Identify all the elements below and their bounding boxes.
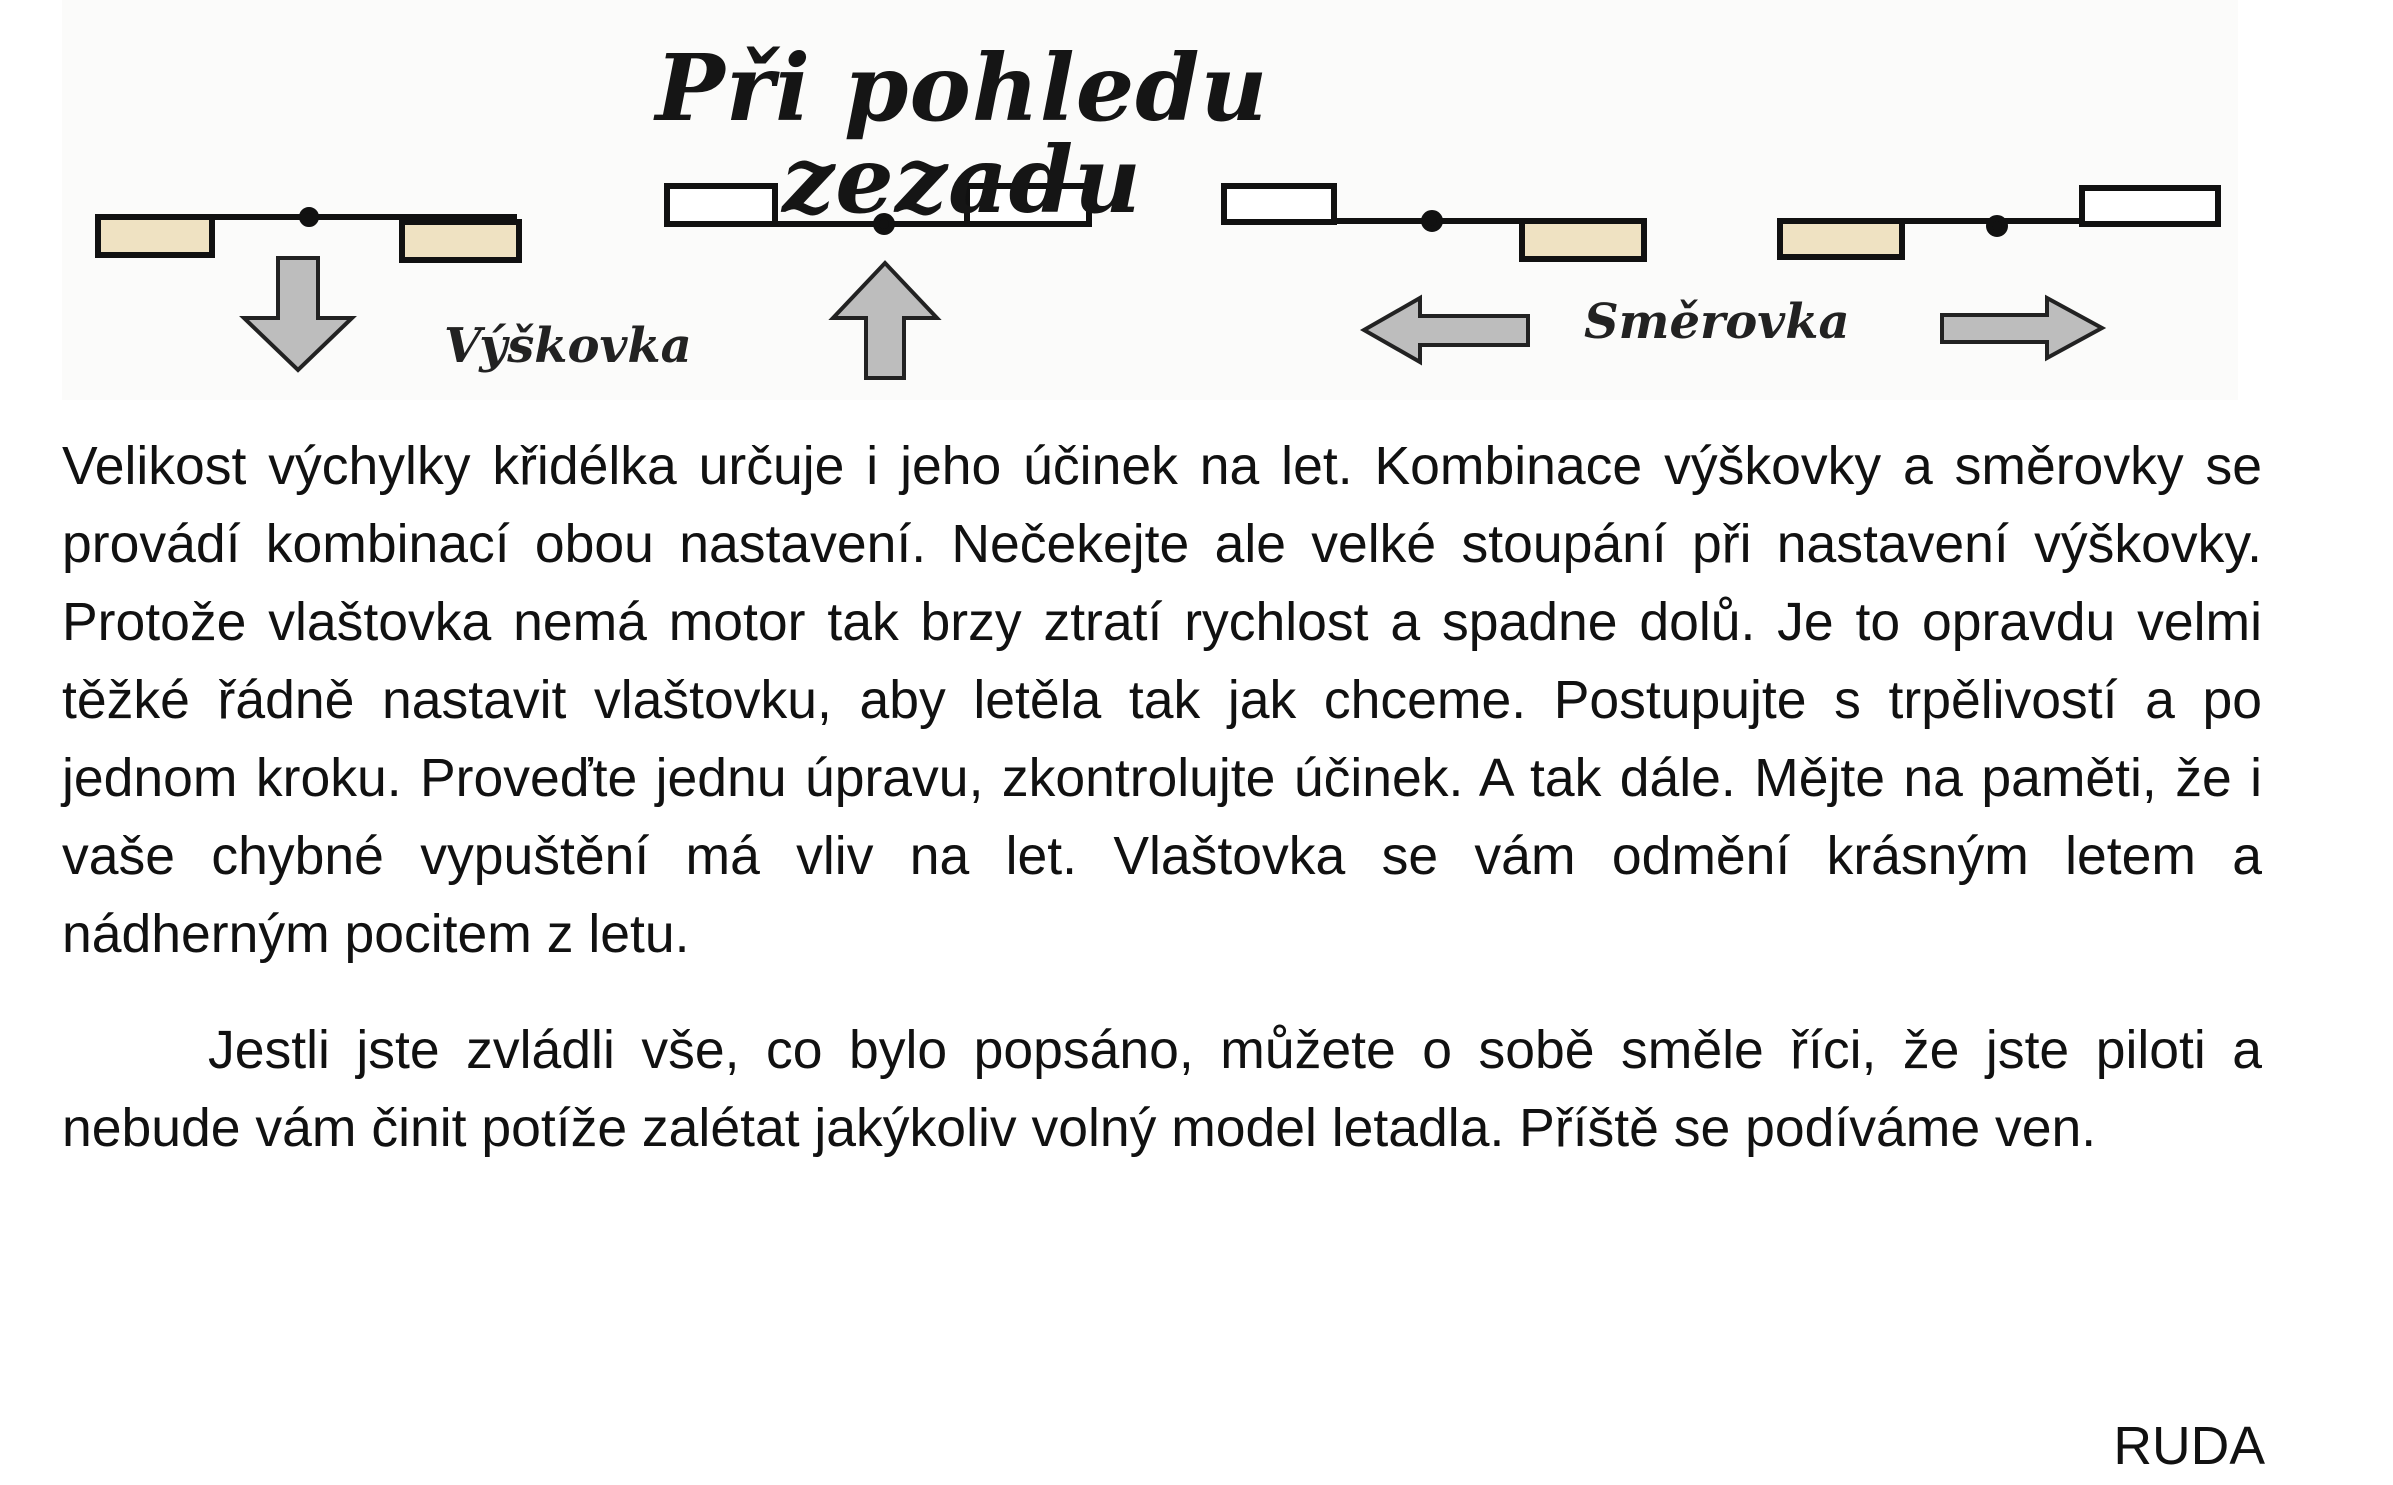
- arrow-right-icon: [1942, 298, 2102, 358]
- rudder-label: Směrovka: [1584, 294, 1850, 350]
- figure-title: Při pohledu zezadu: [655, 34, 1269, 234]
- tail-deflection-figure: [62, 0, 2238, 400]
- arrow-up-icon: [833, 263, 937, 378]
- right-flap-down: [402, 222, 519, 260]
- elevator-label: Výškovka: [444, 318, 692, 374]
- body-text: [62, 428, 2262, 1168]
- arrow-down-icon: [244, 258, 352, 370]
- arrow-left-icon: [1364, 298, 1528, 362]
- right-flap-down-3: [1522, 221, 1644, 259]
- tail-view-down: [98, 210, 519, 260]
- tail-view-right: [1777, 188, 2218, 257]
- author-signature: RUDA: [2113, 1417, 2265, 1476]
- paragraph-2: Jestli jste zvládli vše, co bylo popsáno, můžete o sobě směle říci, že jste piloti a nebude vám činit potíže zalétat jakýkoliv volný model letadla. Příště se podíváme ven.: [62, 1021, 2262, 1158]
- left-flap-down: [98, 217, 212, 255]
- right-flap-up-4: [2082, 188, 2218, 224]
- paragraph-1: Velikost výchylky křidélka určuje i jeho účinek na let. Kombinace výškovky a směrovky se provádí kombinací obou nastavení. Nečekejte ale velké stoupání při nastavení výškovky. Protože vlaštovka nemá motor tak brzy ztratí rychlost a spadne dolů. Je to opravdu velmi těžké řádně nastavit vlaštovku, aby letěla tak jak chceme. Postupujte s trpělivostí a po jednom kroku. Proveďte jednu úpravu, zkontrolujte účinek. A tak dále. Mějte na paměti, že i vaše chybné vypuštění má vliv na let. Vlaštovka se vám odmění krásným letem a nádherným pocitem z letu.: [62, 437, 2262, 964]
- left-flap-down-4: [1780, 221, 1902, 257]
